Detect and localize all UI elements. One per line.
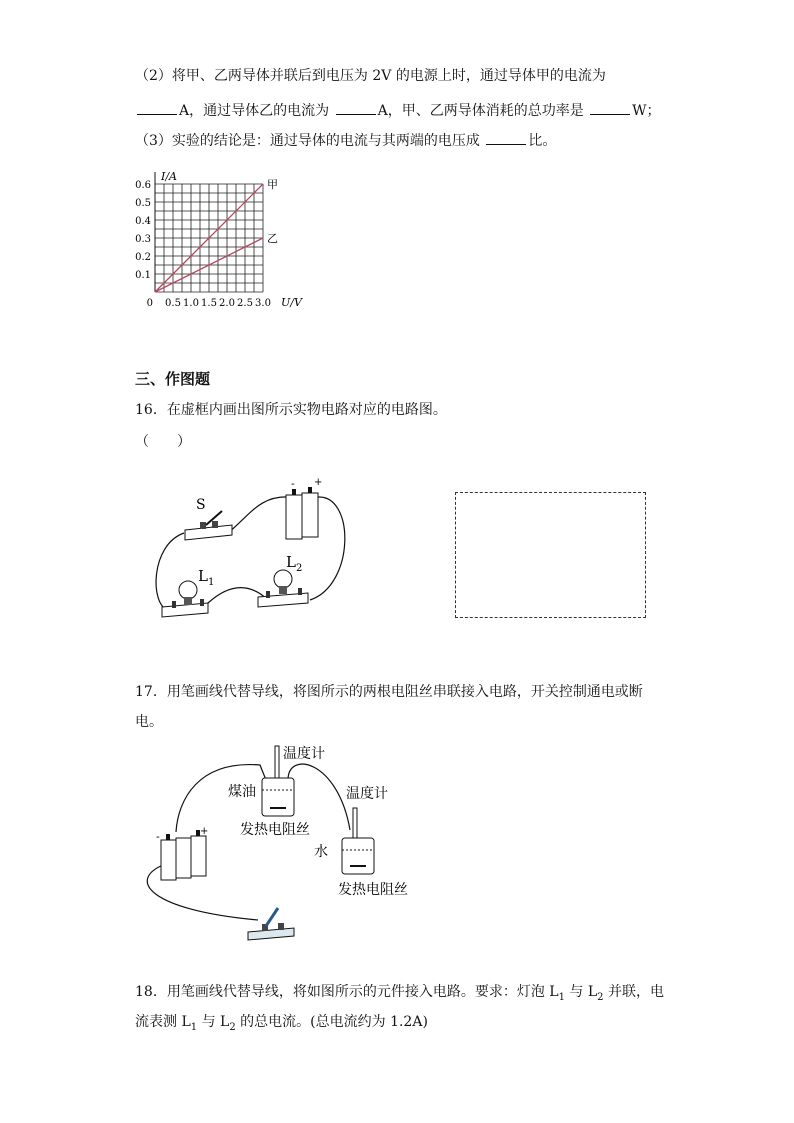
q18-subscript: 2	[597, 991, 604, 1003]
switch-icon[interactable]	[185, 511, 232, 540]
x-axis-label: U/V	[281, 296, 302, 309]
beaker-kerosene-icon	[262, 778, 294, 816]
q18-text: 与 L	[564, 984, 598, 1000]
y-tick-label: 0.1	[135, 270, 151, 281]
answer-drawing-box[interactable]	[455, 492, 646, 618]
q18-text-line1	[135, 982, 664, 1008]
answer-blank[interactable]	[137, 100, 177, 115]
series-label: 甲	[267, 178, 278, 191]
thermometer-label: 温度计	[283, 746, 325, 762]
series-label: 乙	[267, 232, 278, 245]
battery-minus-label: -	[291, 477, 295, 490]
x-tick-label: 2.5	[237, 298, 253, 309]
answer-blank[interactable]	[336, 100, 376, 115]
battery-plus-label: +	[200, 826, 209, 837]
q15-part3-line	[135, 130, 556, 151]
resistor-wire-label: 发热电阻丝	[240, 822, 310, 838]
q15-text: 比。	[528, 133, 557, 149]
bulb-l1-icon[interactable]	[162, 581, 208, 617]
q18-subscript: 2	[229, 1021, 236, 1033]
thermometer-label: 温度计	[346, 786, 388, 802]
chart-grid	[155, 172, 263, 292]
iu-chart	[125, 160, 315, 320]
answer-blank[interactable]	[486, 130, 526, 145]
x-tick-label: 3.0	[255, 298, 271, 309]
q16-answer-paren[interactable]: （ ）	[135, 434, 191, 450]
q18-subscript: 1	[190, 1021, 198, 1033]
q16-circuit-figure	[150, 475, 360, 625]
x-tick-label: 1.0	[183, 298, 199, 309]
q15-part2-line2	[135, 100, 661, 121]
wire	[288, 764, 350, 830]
q18-subscript: 1	[558, 991, 565, 1003]
y-tick-label: 0.4	[135, 216, 151, 227]
x-tick-label: 2.0	[219, 298, 235, 309]
answer-blank[interactable]	[590, 100, 630, 115]
q17-text-line1: 17．用笔画线代替导线，将图所示的两根电阻丝串联接入电路，开关控制通电或断	[135, 684, 643, 700]
y-tick-label: 0.5	[135, 198, 151, 209]
q15-part3-text: （3）实验的结论是：通过导体的电流与其两端的电压成	[135, 133, 480, 149]
battery-icon	[161, 830, 206, 880]
wire	[156, 533, 184, 610]
q15-part2-line1	[135, 66, 606, 86]
origin-label: 0	[146, 298, 153, 309]
y-tick-label: 0.3	[135, 234, 151, 245]
switch-icon[interactable]	[248, 908, 294, 940]
bulb-l1-label: $L_1$	[198, 567, 215, 588]
chart-labels	[135, 170, 303, 309]
q15-text: W；	[632, 103, 661, 119]
y-tick-label: 0.2	[135, 252, 151, 263]
switch-label: S	[196, 497, 206, 513]
q15-text: A，甲、乙两导体消耗的总功率是	[377, 103, 584, 119]
battery-icon	[286, 487, 318, 539]
y-tick-label: 0.6	[135, 180, 151, 191]
q18-text: 的总电流。(总电流约为 1.2A)	[235, 1014, 428, 1030]
q17-circuit-figure	[128, 740, 438, 945]
resistor-wire-label: 发热电阻丝	[338, 882, 408, 898]
q18-text-line2	[135, 1012, 428, 1038]
q18-text: 与 L	[197, 1014, 230, 1030]
section-title: 三、作图题	[135, 370, 211, 388]
bulb-l2-icon[interactable]	[258, 570, 308, 607]
x-tick-label: 1.5	[201, 298, 217, 309]
q18-text: 18．用笔画线代替导线，将如图所示的元件接入电路。要求：灯泡 L	[135, 984, 559, 1000]
q15-text: A，通过导体乙的电流为	[179, 103, 330, 119]
water-label: 水	[314, 844, 328, 860]
battery-minus-label: -	[156, 830, 160, 843]
q16-text: 16．在虚框内画出图所示实物电路对应的电路图。	[135, 402, 447, 418]
bulb-l2-label: $L_2$	[286, 553, 303, 574]
q15-part2-text: （2）将甲、乙两导体并联后到电压为 2V 的电源上时，通过导体甲的电流为	[135, 68, 606, 84]
kerosene-label: 煤油	[228, 784, 256, 800]
wire	[228, 497, 290, 533]
x-tick-label: 0.5	[165, 298, 181, 309]
y-axis-label: I/A	[161, 170, 177, 183]
q18-text: 流表测 L	[135, 1014, 191, 1030]
q18-text: 并联，电	[603, 984, 664, 1000]
q17-text-line2: 电。	[135, 714, 163, 730]
battery-plus-label: +	[314, 477, 323, 488]
beaker-water-icon	[342, 838, 374, 874]
